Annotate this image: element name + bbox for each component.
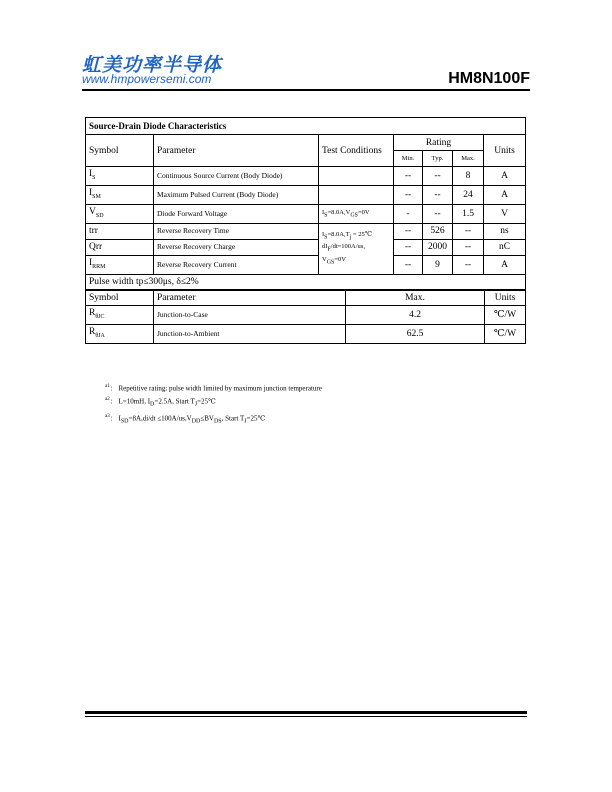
- table-row: Qrr Reverse Recovery Charge -- 2000 -- nC: [86, 239, 526, 255]
- footnote-a1: $^{a1}$： Repetitive rating: pulse width limited by maximum junction temperature: [105, 384, 322, 393]
- part-number: HM8N100F: [448, 70, 530, 87]
- footer-divider-thin: [85, 716, 527, 717]
- header-divider: [82, 89, 530, 91]
- table-row: $I_{RRM}$ Reverse Recovery Current -- 9 -- A: [86, 255, 526, 274]
- header-logo-url: www.hmpowersemi.com: [82, 72, 212, 86]
- col-header-units: Units: [484, 135, 526, 167]
- col-header-parameter: Parameter: [154, 135, 319, 167]
- col-header-rating: Rating: [394, 135, 484, 151]
- table-row: $I_{SM}$ Maximum Pulsed Current (Body Diode) -- -- 24 A: [86, 185, 526, 204]
- table-row: $R_{\theta JC}$ Junction-to-Case 4.2 ℃/W: [86, 306, 526, 325]
- pulse-width-note: Pulse width tp≤300μs, δ≤2%: [86, 274, 526, 290]
- table-row: $I_S$ Continuous Source Current (Body Diode) -- -- 8 A: [86, 167, 526, 186]
- header-logo-chinese: 虹美功率半导体: [82, 54, 223, 76]
- table-title: Source-Drain Diode Characteristics: [86, 118, 526, 135]
- footer-divider-thick: [85, 711, 527, 714]
- table-row: trr Reverse Recovery Time $I_S=8.0A,T_j$ = 25℃ $dI_F/dt=100A/us$, $V_{GS}=0V$ -- 526 -- ns: [86, 223, 526, 239]
- footnote-a2: $^{a2}$： L=10mH, $I_D=2.5A$, Start $T_J=25℃$: [105, 397, 216, 409]
- col-header-typ: Typ.: [423, 151, 453, 167]
- thermal-header-units: Units: [485, 290, 526, 306]
- test-condition-vsd: $I_S=8.0A,V_{GS}=0V$: [319, 204, 394, 223]
- footnote-a3: $^{a3}$： $I_{SD}=8A,di/dt \le 100A/us,V_{DD}\le BV_{DS}$, Start $T_J=25℃$: [105, 414, 266, 425]
- thermal-resistance-table: [85, 289, 526, 344]
- table-row: $R_{\theta JA}$ Junction-to-Ambient 62.5 ℃/W: [86, 324, 526, 343]
- col-header-symbol: Symbol: [86, 135, 154, 167]
- thermal-header-parameter: Parameter: [154, 290, 346, 306]
- footnotes: [105, 381, 322, 428]
- col-header-min: Min.: [394, 151, 423, 167]
- table-row: $V_{SD}$ Diode Forward Voltage $I_S=8.0A,V_{GS}=0V$ - -- 1.5 V: [86, 204, 526, 223]
- col-header-max: Max.: [453, 151, 484, 167]
- thermal-header-max: Max.: [346, 290, 485, 306]
- test-condition-recovery: $I_S=8.0A,T_j$ = 25℃ $dI_F/dt=100A/us$, $V_{GS}=0V$: [319, 223, 394, 274]
- col-header-conditions: Test Conditions: [319, 135, 394, 167]
- diode-characteristics-table: [85, 117, 526, 291]
- thermal-header-symbol: Symbol: [86, 290, 154, 306]
